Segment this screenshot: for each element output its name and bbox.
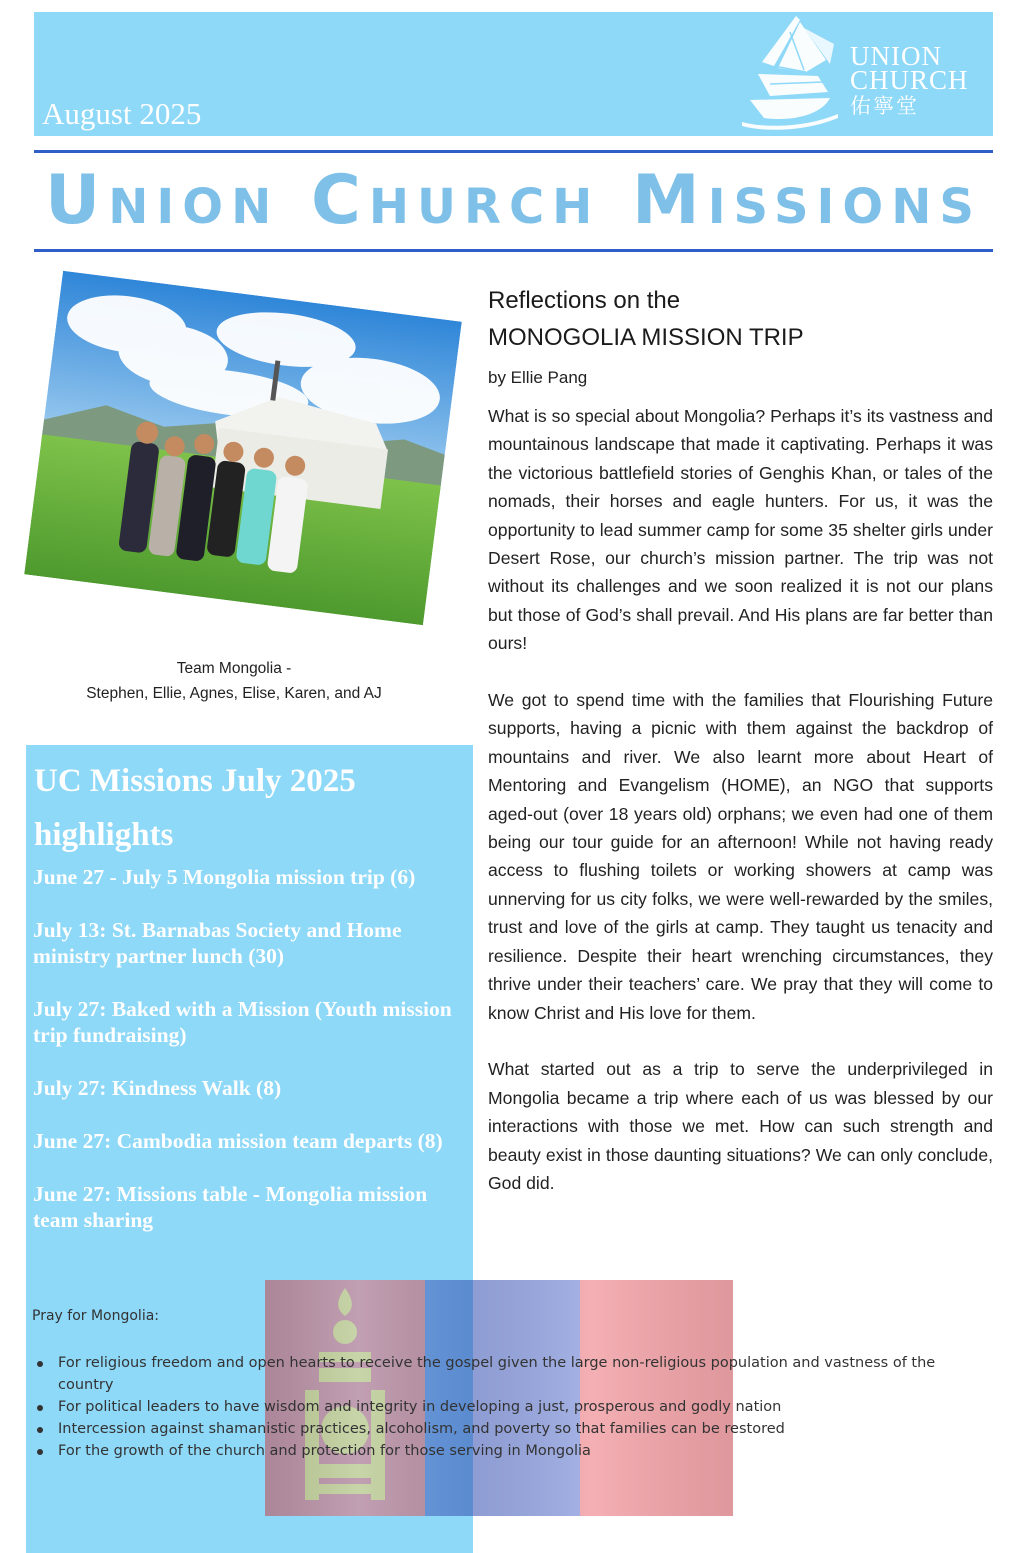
caption-line-2: Stephen, Ellie, Agnes, Elise, Karen, and AJ — [86, 685, 382, 702]
logo-line-church: CHURCH — [850, 65, 969, 95]
article-title-line-1: Reflections on the — [488, 287, 681, 314]
prayer-list — [58, 1352, 958, 1462]
article-paragraph: We got to spend time with the families that Flourishing Future supports, having a picnic with them against the backdrop of mountains and river. We also learnt more about Heart of Mentoring and Evangelism (HOME), an NGO that supports aged-out (over 18 years old) orphans; we even had one of them being our tour guide for an afternoon! While not having ready access to flushing toilets or working showers at camp was unnerving for us city folks, we were well-rewarded by the smiles, trust and love of the girls at camp. They taught us tenacity and resilience. Despite their heart wrenching circumstances, they thrive under their teachers’ care. We pray that they will come to know Christ and His love for them. — [488, 690, 993, 1023]
issue-month: August 2025 — [42, 96, 202, 131]
highlights-list — [33, 864, 465, 1260]
prayer-item: For political leaders to have wisdom and integrity in developing a just, prosperous and godly nation — [58, 1396, 958, 1418]
logo-line-union: UNION — [850, 41, 942, 71]
page-title: Union Church Missions — [45, 161, 982, 240]
church-logo-wordmark — [850, 41, 969, 118]
team-photo — [24, 271, 462, 626]
highlight-item: June 27: Missions table - Mongolia mission team sharing — [33, 1182, 428, 1232]
highlight-item: June 27: Cambodia mission team departs (8) — [33, 1129, 443, 1153]
article-paragraph: What started out as a trip to serve the underprivileged in Mongolia became a trip where each of us was blessed by our interactions with those we met. How can such strength and beauty exist in those daunting situations? We can only conclude, God did. — [488, 1059, 993, 1193]
highlight-item: July 13: St. Barnabas Society and Home ministry partner lunch (30) — [33, 918, 402, 968]
article-byline: by Ellie Pang — [488, 368, 588, 387]
title-rule-bottom — [34, 249, 993, 252]
article-title-line-2: MONOGOLIA MISSION TRIP — [488, 324, 804, 351]
prayer-item: For religious freedom and open hearts to receive the gospel given the large non-religious population and vastness of the country — [58, 1352, 958, 1396]
prayer-item: For the growth of the church and protection for those serving in Mongolia — [58, 1440, 958, 1462]
logo-chinese-name: 佑寧堂 — [850, 94, 919, 118]
caption-line-1: Team Mongolia - — [176, 660, 292, 677]
prayer-item: Intercession against shamanistic practices, alcoholism, and poverty so that families can be restored — [58, 1418, 958, 1440]
article-paragraph: What is so special about Mongolia? Perhaps it’s its vastness and mountainous landscape that made it captivating. Perhaps it was the victorious battlefield stories of Genghis Khan, or tales of the nomads, their horses and eagle hunters. For us, it was the opportunity to lead summer camp for some 35 shelter girls under Desert Rose, our church’s mission partner. The trip was not without its challenges and we soon realized it is not our plans but those of God’s shall prevail. And His plans are far better than ours! — [488, 406, 993, 654]
photo-caption — [60, 656, 408, 706]
prayer-title: Pray for Mongolia: — [32, 1308, 160, 1324]
highlight-item: June 27 - July 5 Mongolia mission trip (6) — [33, 865, 416, 889]
article-title — [488, 282, 804, 356]
highlight-item: July 27: Kindness Walk (8) — [33, 1076, 282, 1100]
highlights-title: UC Missions July 2025 highlights — [34, 763, 356, 853]
highlight-item: July 27: Baked with a Mission (Youth mission trip fundraising) — [33, 997, 452, 1047]
article-body — [488, 402, 993, 1226]
